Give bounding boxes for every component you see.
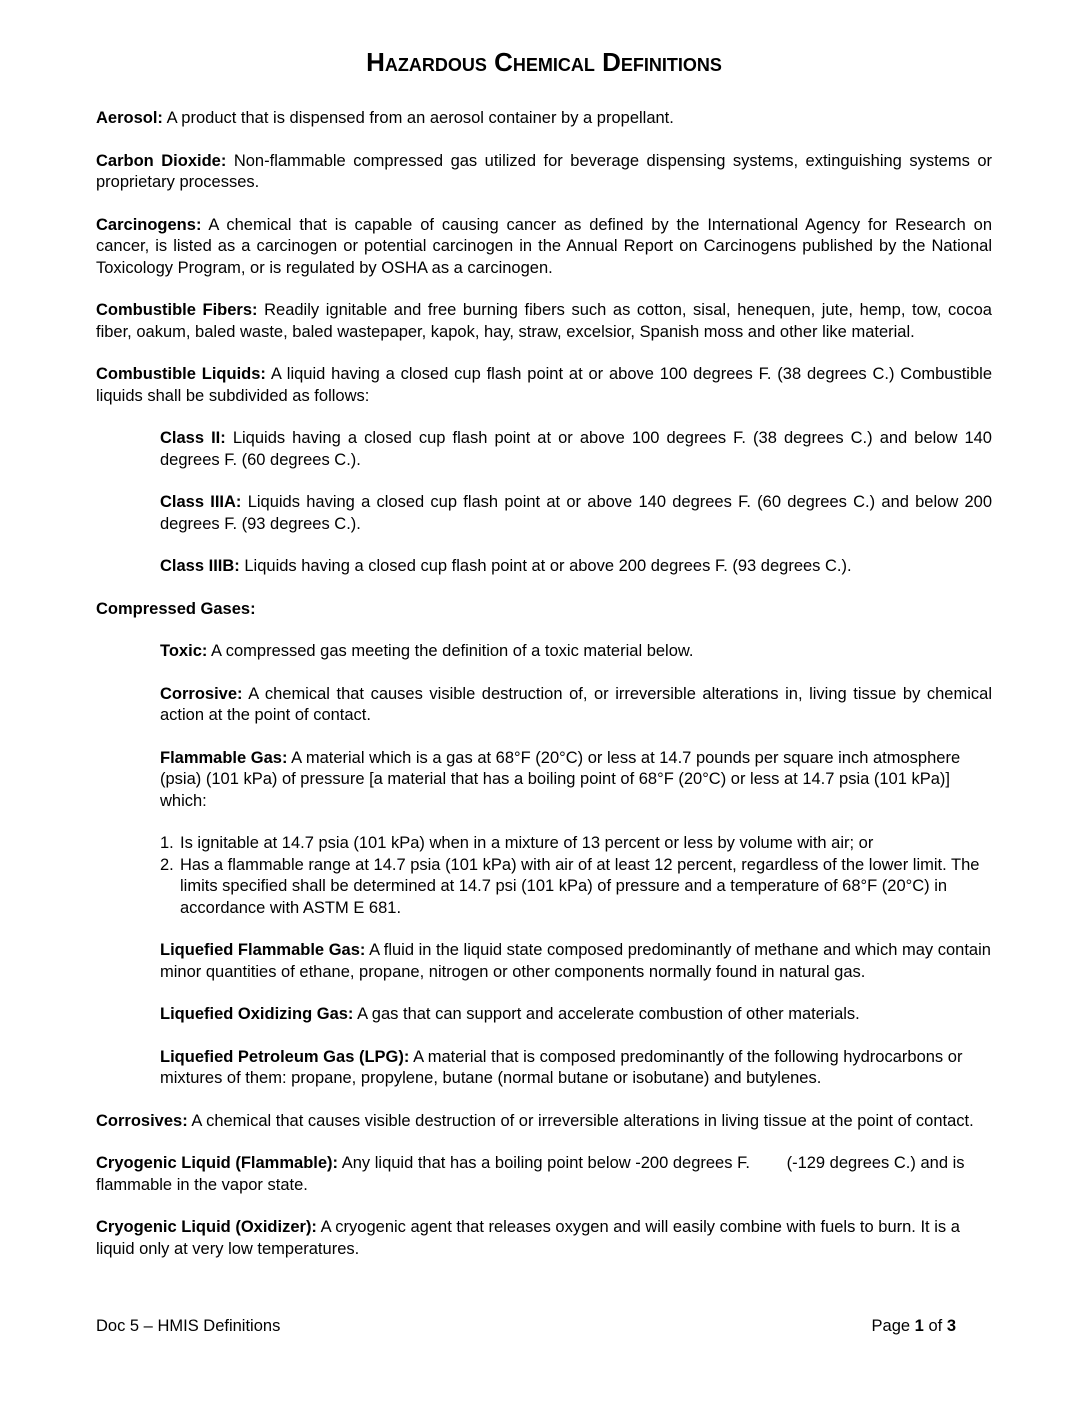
definition-text: Any liquid that has a boiling point below -200 degrees F. (-129 degrees C.) and is flammable in the vapor state. <box>96 1154 970 1194</box>
term-label: Class IIIB: <box>160 557 240 575</box>
term-label: Liquefied Petroleum Gas (LPG): <box>160 1047 410 1066</box>
definition-cryogenic-oxidizer <box>96 1217 992 1260</box>
term-label: Combustible Liquids: <box>96 365 266 383</box>
definition-combustible-fibers <box>96 300 992 343</box>
definition-text: Liquids having a closed cup flash point at or above 200 degrees F. (93 degrees C.). <box>244 557 852 575</box>
definition-text: Readily ignitable and free burning fibers such as cotton, sisal, henequen, jute, hemp, tow, cocoa fiber, oakum, baled waste, baled wastepaper, kapok, hay, straw, excelsior, Spanish moss and other like material. <box>96 301 992 341</box>
page-label: Page <box>871 1317 911 1335</box>
term-label: Carcinogens: <box>96 215 202 234</box>
flammable-gas-criteria-list <box>160 833 992 919</box>
definition-toxic <box>160 641 992 663</box>
term-label: Carbon Dioxide: <box>96 151 227 170</box>
definition-text: A chemical that causes visible destruction of or irreversible alterations in living tissue at the point of contact. <box>191 1111 974 1130</box>
definition-flammable-gas <box>160 748 992 813</box>
definition-corrosives <box>96 1111 992 1133</box>
definition-text: Liquids having a closed cup flash point at or above 100 degrees F. (38 degrees C.) and below 140 degrees F. (60 degrees C.). <box>160 429 992 469</box>
list-number: 1. <box>160 834 174 852</box>
term-label: Class IIIA: <box>160 493 242 511</box>
term-label: Aerosol: <box>96 109 163 127</box>
page-title: Hazardous Chemical Definitions <box>366 47 722 77</box>
definition-corrosive <box>160 684 992 727</box>
definition-text: Non-flammable compressed gas utilized for beverage dispensing systems, extinguishing systems or proprietary processes. <box>96 151 992 191</box>
definition-combustible-liquids <box>96 364 992 407</box>
term-label: Corrosive: <box>160 684 243 703</box>
definition-text: A fluid in the liquid state composed predominantly of methane and which may contain minor quantities of ethane, propane, nitrogen or other components normally found in natural gas. <box>160 941 991 981</box>
definition-cryogenic-flammable <box>96 1153 992 1196</box>
term-label: Liquefied Oxidizing Gas: <box>160 1005 354 1023</box>
list-item <box>160 855 992 920</box>
term-label: Liquefied Flammable Gas: <box>160 941 366 959</box>
definition-text: A material which is a gas at 68°F (20°C) or less at 14.7 pounds per square inch atmosphere (psia) (101 kPa) of pressure [a material that has a boiling point of 68°F (20°C) or less at 14.7 psia (101 kPa)] which: <box>160 748 961 810</box>
definition-text: A product that is dispensed from an aerosol container by a propellant. <box>166 109 674 127</box>
term-label: Cryogenic Liquid (Flammable): <box>96 1154 339 1172</box>
list-number: 2. <box>160 855 174 874</box>
term-label: Compressed Gases: <box>96 599 256 618</box>
term-label: Combustible Fibers: <box>96 301 258 319</box>
list-item-text: Has a flammable range at 14.7 psia (101 kPa) with air of at least 12 percent, regardless of the lower limit. The limits specified shall be determined at 14.7 psi (101 kPa) of pressure and a temperature of 68°F (20°C) in accordance with ASTM E 681. <box>180 855 980 917</box>
term-label: Flammable Gas: <box>160 748 288 767</box>
heading-compressed-gases <box>96 599 992 621</box>
definition-text: A cryogenic agent that releases oxygen and will easily combine with fuels to burn. It is a liquid only at very low temperatures. <box>96 1218 960 1258</box>
list-item-text: Is ignitable at 14.7 psia (101 kPa) when in a mixture of 13 percent or less by volume with air; or <box>180 834 874 852</box>
definitions-body <box>96 108 992 1281</box>
page-of-label: of <box>928 1317 943 1335</box>
definition-class-iiia <box>160 492 992 535</box>
definition-text: A chemical that is capable of causing cancer as defined by the International Agency for Research on cancer, is listed as a carcinogen or potential carcinogen in the Annual Report on Carcinogens published by the National Toxicology Program, or is regulated by OSHA as a carcinogen. <box>96 215 992 277</box>
term-label: Class II: <box>160 429 226 447</box>
page-indicator <box>872 1316 956 1337</box>
definition-text: A chemical that causes visible destruction of, or irreversible alterations in, living tissue by chemical action at the point of contact. <box>160 684 992 724</box>
definition-lpg <box>160 1047 992 1090</box>
definition-text: A compressed gas meeting the definition of a toxic material below. <box>207 642 694 660</box>
list-item <box>160 833 992 855</box>
document-label: Doc 5 – HMIS Definitions <box>96 1317 281 1335</box>
term-label: Cryogenic Liquid (Oxidizer): <box>96 1218 317 1236</box>
definition-text: A material that is composed predominantly of the following hydrocarbons or mixtures of them: propane, propylene, butane (normal butane or isobutane) and butylenes. <box>160 1047 963 1087</box>
definition-class-iiib <box>160 556 992 578</box>
definition-liquefied-flammable-gas <box>160 940 992 983</box>
definition-aerosol <box>96 108 992 130</box>
term-label: Corrosives: <box>96 1111 188 1130</box>
definition-class-ii <box>160 428 992 471</box>
definition-text: A liquid having a closed cup flash point at or above 100 degrees F. (38 degrees C.) Combustible liquids shall be subdivided as follows: <box>96 365 992 405</box>
definition-liquefied-oxidizing-gas <box>160 1004 992 1026</box>
page-number: 1 <box>914 1317 924 1335</box>
definition-carcinogens <box>96 215 992 280</box>
definition-text: A gas that can support and accelerate combustion of other materials. <box>357 1005 860 1023</box>
page-total: 3 <box>946 1317 956 1335</box>
definition-carbon-dioxide <box>96 151 992 194</box>
definition-text: Liquids having a closed cup flash point at or above 140 degrees F. (60 degrees C.) and below 200 degrees F. (93 degrees C.). <box>160 493 992 533</box>
term-label: Toxic: <box>160 642 208 660</box>
